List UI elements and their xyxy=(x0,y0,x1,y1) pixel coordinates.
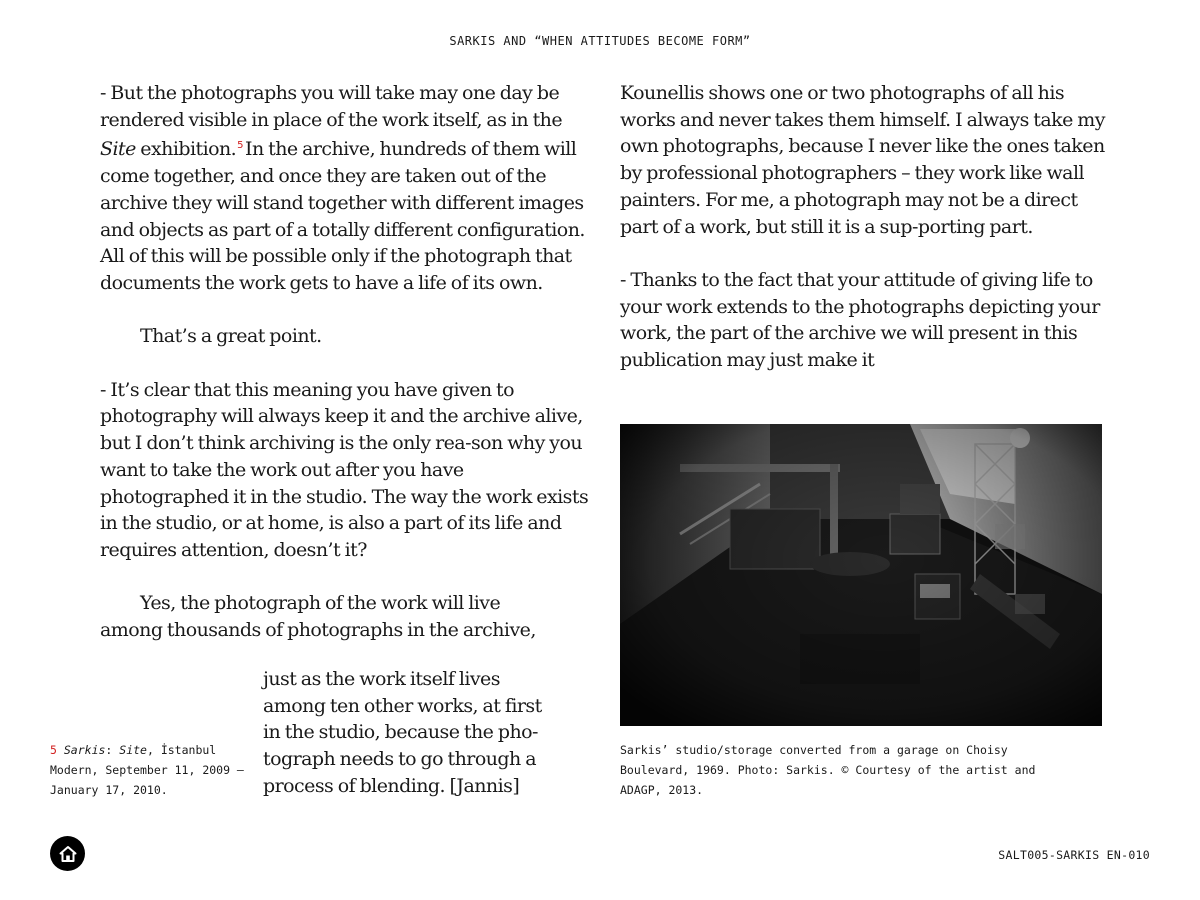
home-button[interactable] xyxy=(50,836,85,871)
p4-line-1: Yes, the photograph of the work will live xyxy=(140,592,501,615)
right-paragraph-2: - Thanks to the fact that your attitude of giving life to your work extends to the photographs depicting your work, the part of the archive we will present in this publication may just make it xyxy=(620,268,1100,372)
p4-narrow-line-3: in the studio, because the pho- xyxy=(263,721,538,744)
left-paragraph-4 xyxy=(100,590,590,643)
right-column xyxy=(620,80,1110,374)
p1-text-start: - But the photographs you will take may one day be rendered visible in place of the work itself, as in the xyxy=(100,82,563,131)
p4-narrow-line-4: tograph needs to go through a xyxy=(263,748,536,771)
p1-text-rest: In the archive, hundreds of them will come together, and once they are taken out of the archive they will stand together with different images and objects as part of a totally different configuration. All of this will be possible only if the photograph that documents the work gets to have a life of its own. xyxy=(100,138,585,294)
footnote-italic-sarkis: Sarkis xyxy=(63,743,106,757)
footnote-number: 5 xyxy=(50,743,57,757)
footnote-ref-5[interactable]: 5 xyxy=(237,140,243,152)
footnote-italic-site: Site xyxy=(119,743,147,757)
left-paragraph-1 xyxy=(100,80,590,297)
p1-text-mid: exhibition. xyxy=(135,138,237,161)
p4-narrow-line-2: among ten other works, at first xyxy=(263,694,542,717)
footnote-separator: : xyxy=(105,743,120,757)
studio-photograph xyxy=(620,424,1102,726)
footnote-text: , İstanbul Modern, September 11, 2009 – January 17, 2010. xyxy=(50,743,244,797)
p1-italic-site: Site xyxy=(100,138,136,161)
page-identifier: SALT005-SARKIS EN-010 xyxy=(998,848,1150,862)
left-paragraph-2: That’s a great point. xyxy=(140,325,322,348)
left-paragraph-4-continued xyxy=(263,666,593,800)
footnote-5 xyxy=(50,740,260,800)
home-icon xyxy=(58,844,78,864)
photo-caption: Sarkis’ studio/storage converted from a garage on Choisy Boulevard, 1969. Photo: Sarkis. © Courtesy of the artist and ADAGP, 2013. xyxy=(620,743,1036,797)
running-title: SARKIS AND “WHEN ATTITUDES BECOME FORM” xyxy=(449,34,751,48)
p4-narrow-line-5: process of blending. [Jannis] xyxy=(263,774,520,797)
right-paragraph-1: Kounellis shows one or two photographs of all his works and never takes them himself. I always take my own photographs, because I never like the ones taken by professional photographers – they work like wall painters. For me, a photograph may not be a direct part of a work, but still it is a sup-porting part. xyxy=(620,82,1105,238)
p4-line-2: among thousands of photographs in the archive, xyxy=(100,619,536,642)
left-paragraph-3: - It’s clear that this meaning you have given to photography will always keep it and the archive alive, but I don’t think archiving is the only rea-son why you want to take the work out after you have photographed it in the studio. The way the work exists in the studio, or at home, is also a part of its life and requires attention, doesn’t it? xyxy=(100,378,589,561)
left-column xyxy=(100,80,590,644)
p4-narrow-line-1: just as the work itself lives xyxy=(263,668,500,690)
